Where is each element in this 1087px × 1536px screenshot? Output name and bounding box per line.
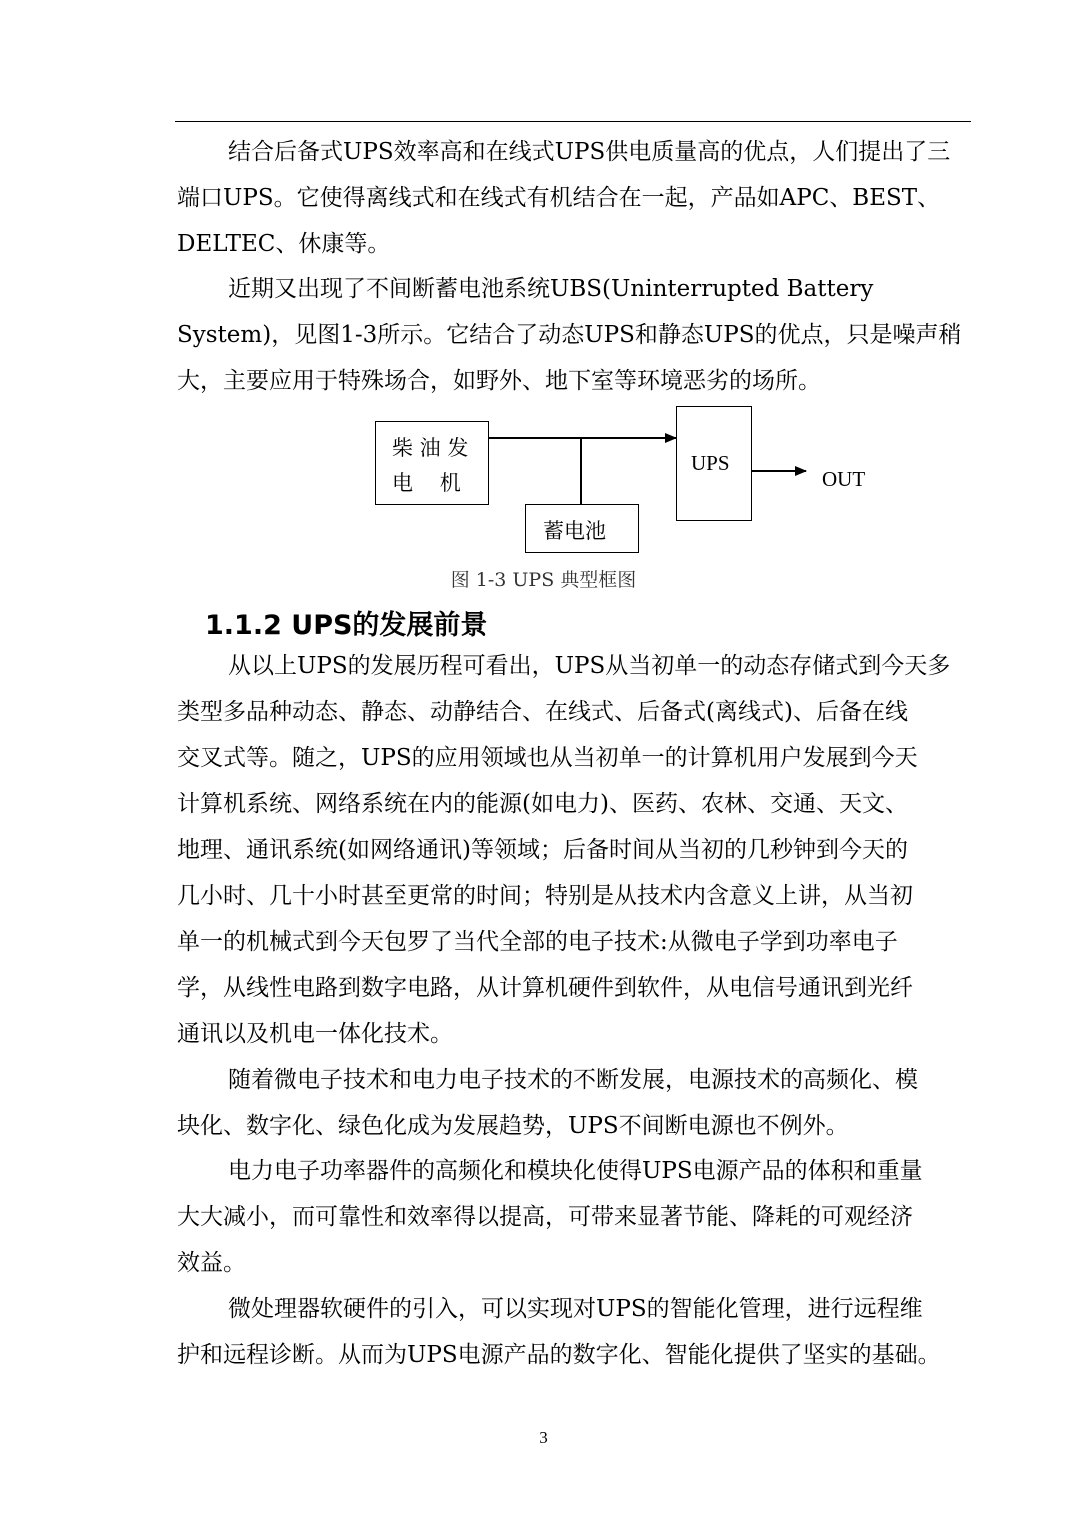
text-line: 随着微电子技术和电力电子技术的不断发展，电源技术的高频化、模 (228, 1067, 918, 1093)
generator-label-line2: 电 机 (392, 471, 461, 495)
text-line: 大，主要应用于特殊场合，如野外、地下室等环境恶劣的场所。 (177, 368, 821, 394)
text-line: 单一的机械式到今天包罗了当代全部的电子技术:从微电子学到功率电子 (177, 929, 898, 955)
text-line: 几小时、几十小时甚至更常的时间；特别是从技术内含意义上讲，从当初 (177, 883, 913, 909)
text-line: 护和远程诊断。从而为UPS电源产品的数字化、智能化提供了坚实的基础。 (177, 1342, 941, 1368)
text-line: 类型多品种动态、静态、动静结合、在线式、后备式(离线式)、后备在线 (177, 699, 908, 725)
generator-label-line1: 柴 油 发 (392, 436, 469, 460)
text-line: 学，从线性电路到数字电路，从计算机硬件到软件，从电信号通讯到光纤 (177, 975, 913, 1001)
header-rule (175, 121, 971, 122)
ups-label: UPS (691, 451, 730, 475)
text-line: 近期又出现了不间断蓄电池系统UBS(Uninterrupted Battery (228, 276, 874, 302)
page-number: 3 (539, 1428, 548, 1447)
text-line: 微处理器软硬件的引入，可以实现对UPS的智能化管理，进行远程维 (228, 1296, 923, 1322)
text-line: 结合后备式UPS效率高和在线式UPS供电质量高的优点，人们提出了三 (228, 139, 951, 165)
text-line: System)，见图1-3所示。它结合了动态UPS和静态UPS的优点，只是噪声稍 (177, 322, 962, 348)
battery-label: 蓄电池 (543, 519, 606, 543)
text-line: 电力电子功率器件的高频化和模块化使得UPS电源产品的体积和重量 (228, 1158, 923, 1184)
text-line: 端口UPS。它使得离线式和在线式有机结合在一起，产品如APC、BEST、 (177, 185, 941, 211)
text-line: DELTEC、休康等。 (177, 231, 391, 257)
text-line: 通讯以及机电一体化技术。 (177, 1021, 453, 1047)
figure-caption: 图 1-3 UPS 典型框图 (450, 569, 637, 591)
text-line: 计算机系统、网络系统在内的能源(如电力)、医药、农林、交通、天文、 (177, 791, 908, 817)
out-label: OUT (822, 467, 866, 491)
text-line: 从以上UPS的发展历程可看出，UPS从当初单一的动态存储式到今天多 (228, 653, 951, 679)
text-line: 交叉式等。随之，UPS的应用领域也从当初单一的计算机用户发展到今天 (177, 745, 918, 771)
text-line: 大大减小，而可靠性和效率得以提高，可带来显著节能、降耗的可观经济 (177, 1204, 913, 1230)
text-line: 块化、数字化、绿色化成为发展趋势，UPS不间断电源也不例外。 (177, 1113, 849, 1139)
text-line: 地理、通讯系统(如网络通讯)等领域；后备时间从当初的几秒钟到今天的 (177, 837, 908, 863)
section-heading: 1.1.2 UPS的发展前景 (205, 610, 488, 641)
text-line: 效益。 (177, 1250, 246, 1276)
